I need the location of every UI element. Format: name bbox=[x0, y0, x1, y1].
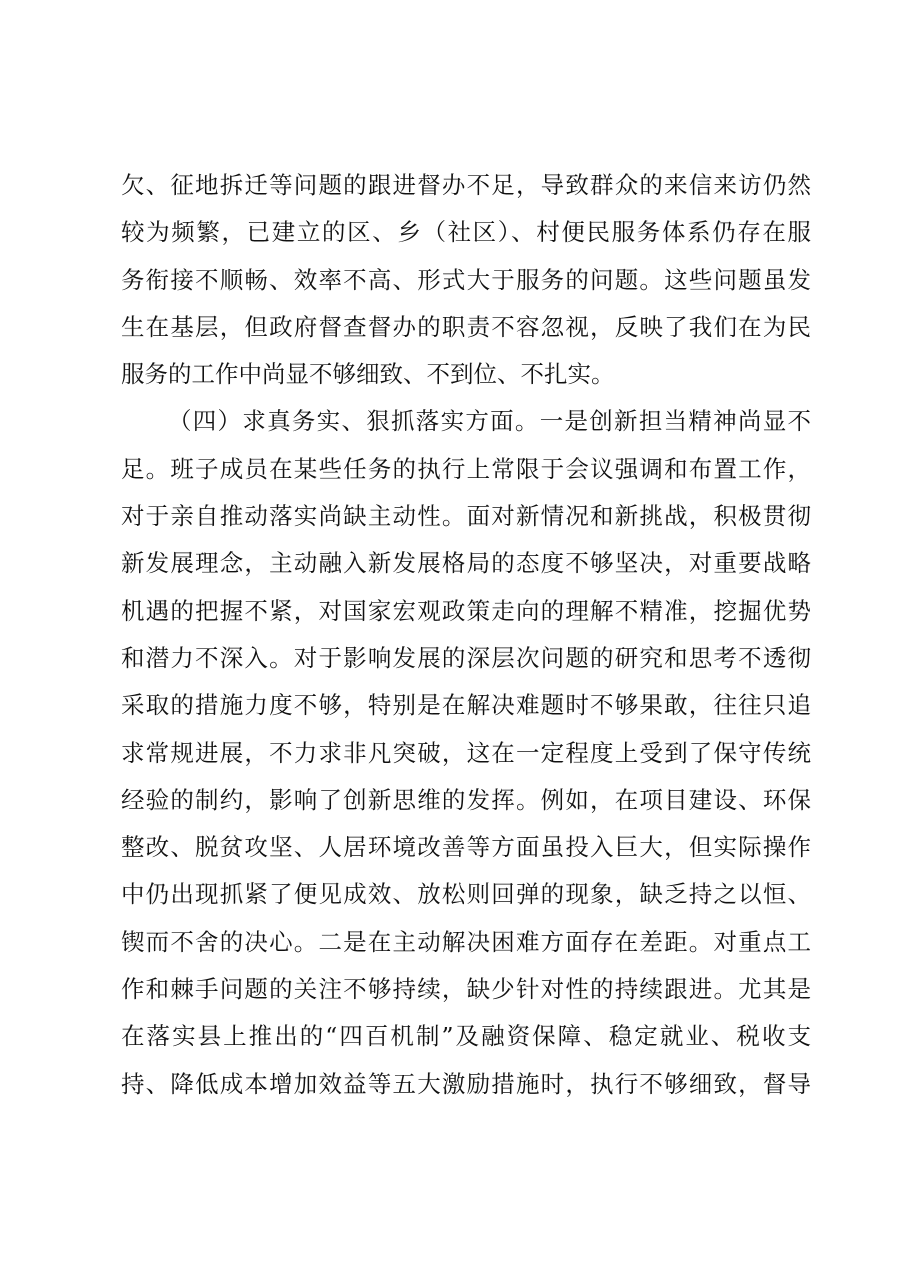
text-line: 中仍出现抓紧了便见成效、放松则回弹的现象，缺乏持之以恒、 bbox=[121, 880, 811, 909]
text-line: 和潜力不深入。对于影响发展的深层次问题的研究和思考不透彻 bbox=[121, 643, 811, 672]
text-line: 采取的措施力度不够，特别是在解决难题时不够果敢，往往只追 bbox=[121, 691, 811, 720]
text-line: 在落实县上推出的“四百机制”及融资保障、稳定就业、税收支 bbox=[121, 1022, 811, 1051]
text-line: 作和棘手问题的关注不够持续，缺少针对性的持续跟进。尤其是 bbox=[121, 975, 811, 1004]
text-line: 机遇的把握不紧，对国家宏观政策走向的理解不精准，挖掘优势 bbox=[121, 596, 811, 625]
text-line: 新发展理念，主动融入新发展格局的态度不够坚决，对重要战略 bbox=[121, 549, 811, 578]
text-line: 整改、脱贫攻坚、人居环境改善等方面虽投入巨大，但实际操作 bbox=[121, 833, 811, 862]
body-text bbox=[121, 162, 811, 1108]
section-heading-line: （四）求真务实、狠抓落实方面。一是创新担当精神尚显不 bbox=[168, 407, 811, 436]
text-line: 足。班子成员在某些任务的执行上常限于会议强调和布置工作， bbox=[121, 454, 811, 483]
text-line: 较为频繁，已建立的区、乡（社区）、村便民服务体系仍存在服 bbox=[121, 218, 811, 247]
text-line: 生在基层，但政府督查督办的职责不容忽视，反映了我们在为民 bbox=[121, 312, 811, 341]
text-line: 锲而不舍的决心。二是在主动解决困难方面存在差距。对重点工 bbox=[121, 927, 811, 956]
text-line: 求常规进展，不力求非凡突破，这在一定程度上受到了保守传统 bbox=[121, 738, 811, 767]
text-line: 经验的制约，影响了创新思维的发挥。例如，在项目建设、环保 bbox=[121, 785, 811, 814]
text-line: 欠、征地拆迁等问题的跟进督办不足，导致群众的来信来访仍然 bbox=[121, 171, 811, 199]
text-line: 服务的工作中尚显不够细致、不到位、不扎实。 bbox=[121, 360, 615, 389]
text-line: 持、降低成本增加效益等五大激励措施时，执行不够细致，督导 bbox=[121, 1069, 811, 1098]
text-line: 务衔接不顺畅、效率不高、形式大于服务的问题。这些问题虽发 bbox=[121, 265, 811, 294]
text-line: 对于亲自推动落实尚缺主动性。面对新情况和新挑战，积极贯彻 bbox=[121, 502, 811, 531]
